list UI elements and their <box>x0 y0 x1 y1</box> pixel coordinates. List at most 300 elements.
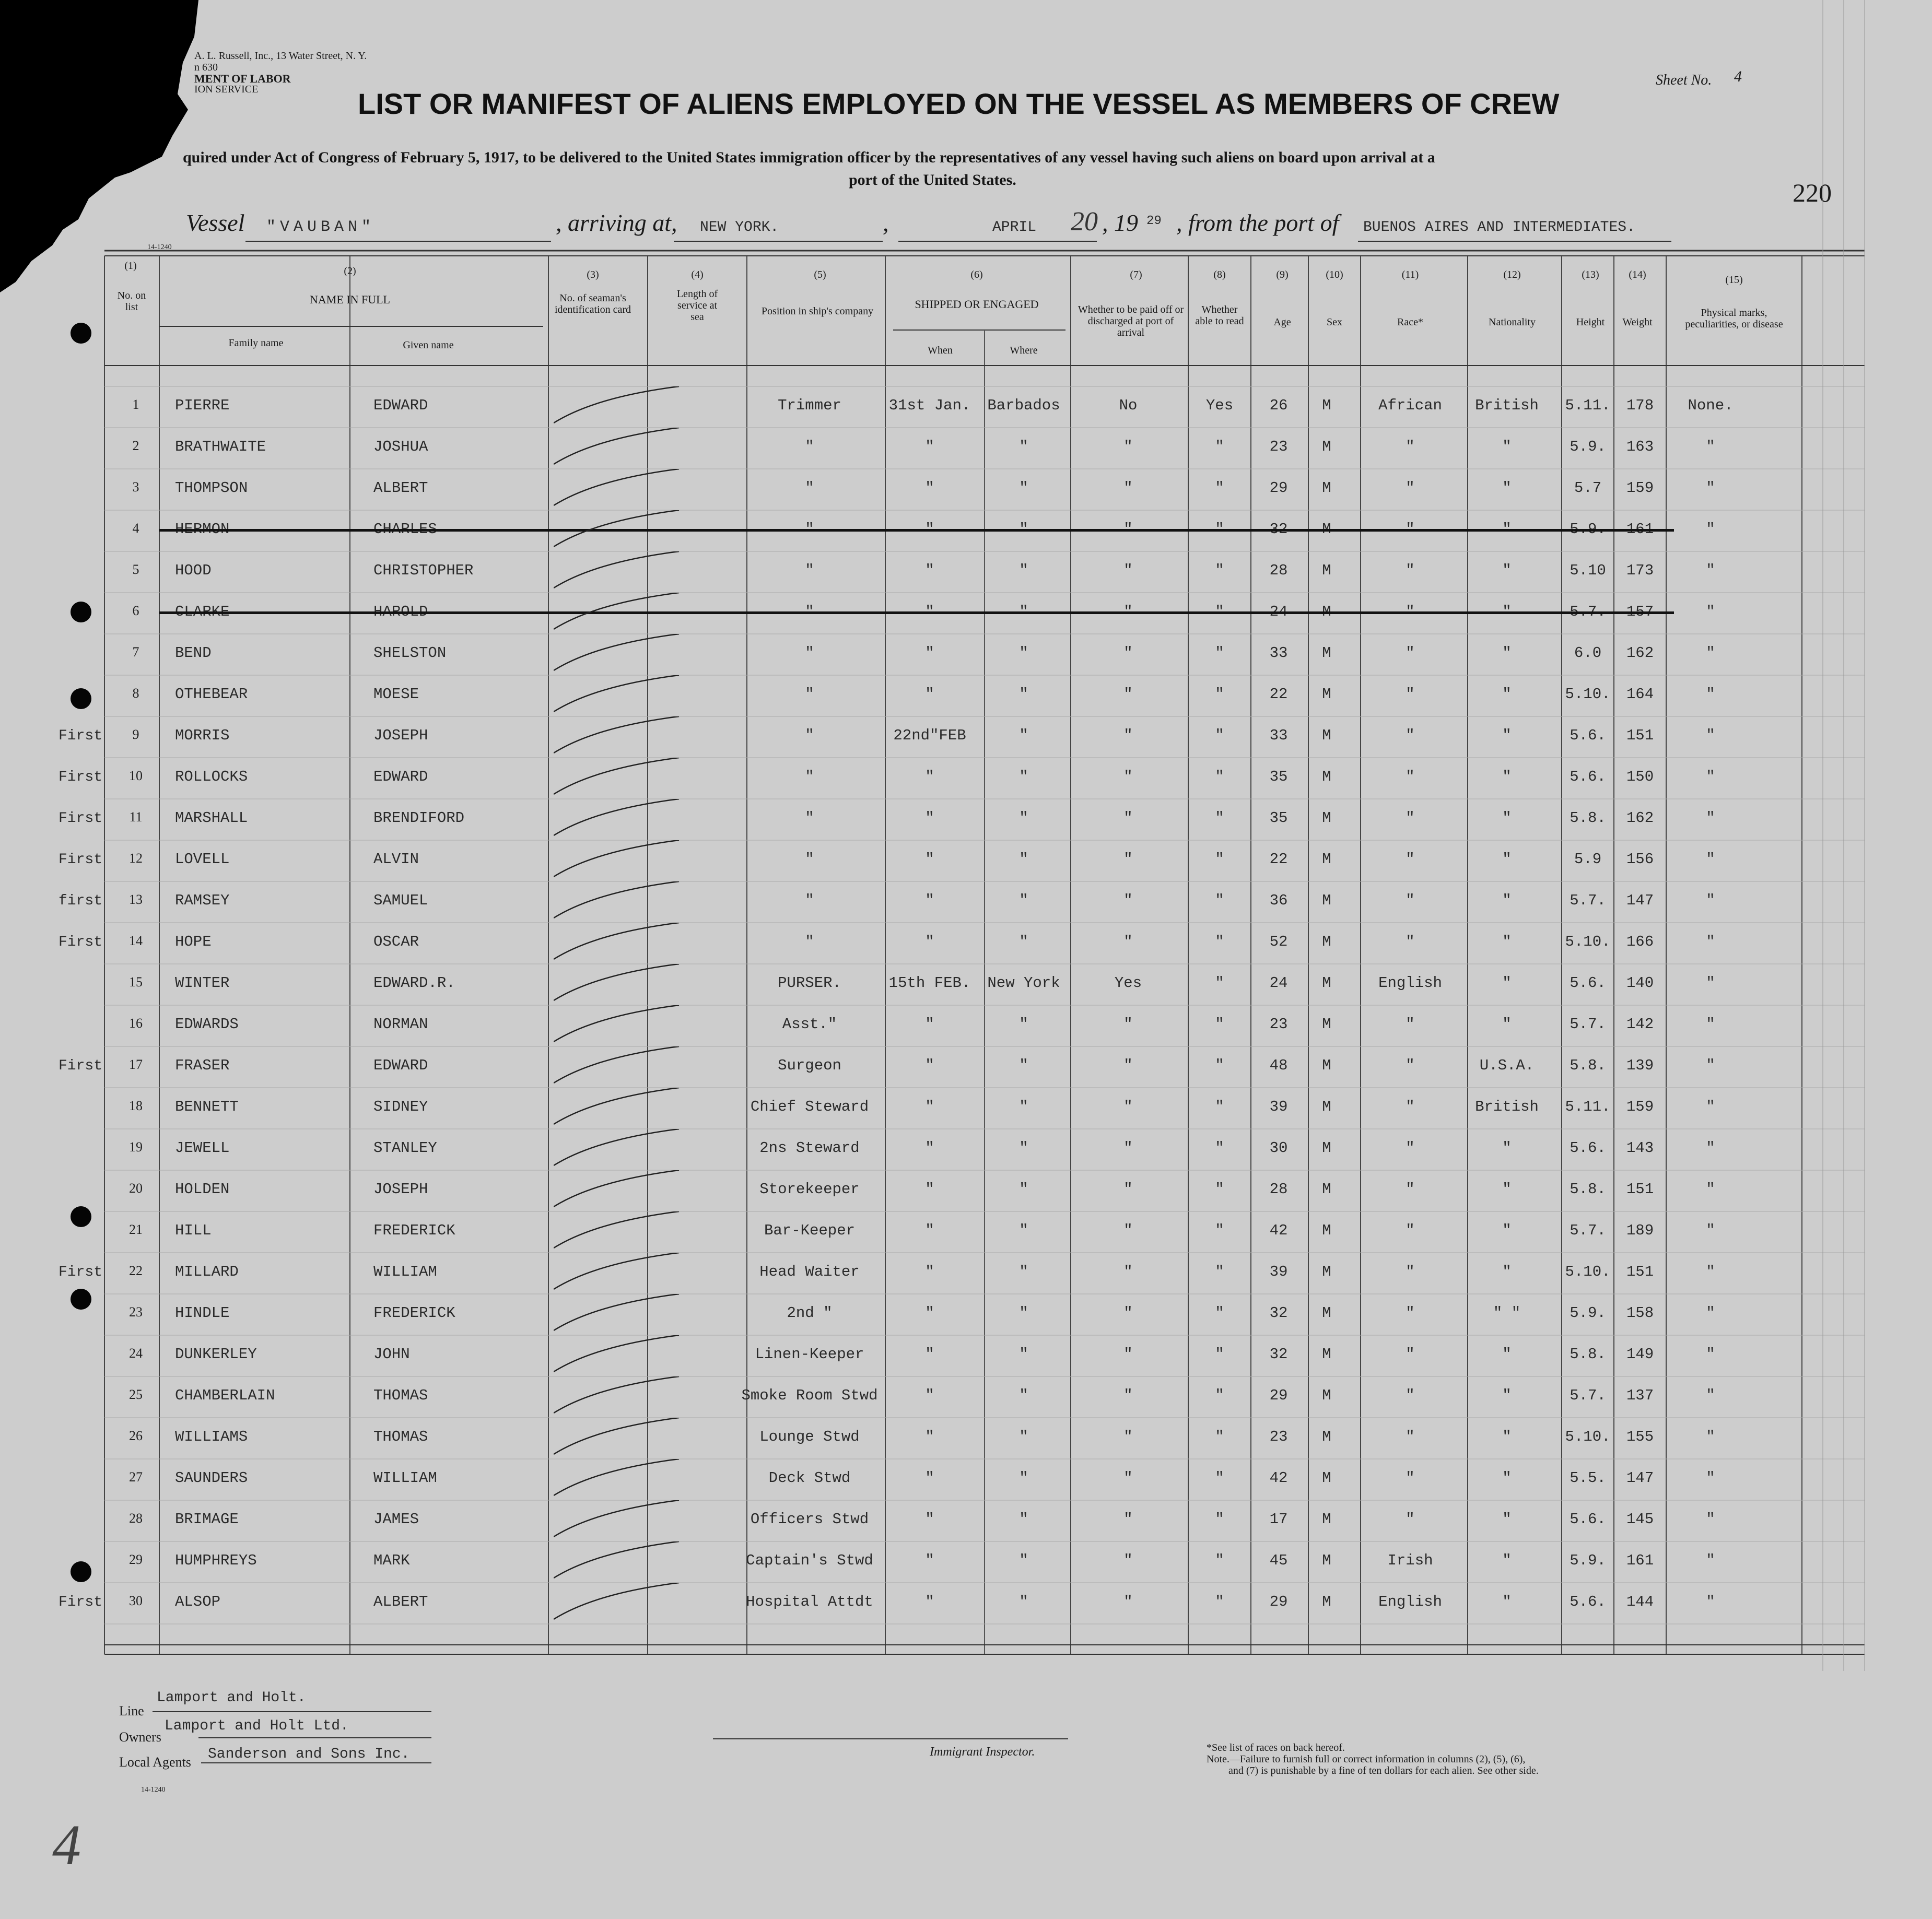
sex: M <box>1322 1304 1331 1322</box>
given-name: ALBERT <box>373 1593 428 1610</box>
row-number: 7 <box>132 644 139 660</box>
check-stroke <box>554 1253 689 1294</box>
shipped-where: " <box>1019 851 1028 868</box>
shipped-where: " <box>1019 1222 1028 1239</box>
year-prefix: , 19 <box>1102 209 1138 236</box>
height: 5.6. <box>1570 974 1606 992</box>
physical-marks: " <box>1706 1552 1715 1569</box>
given-name: EDWARD <box>373 1057 428 1074</box>
physical-marks: " <box>1706 933 1715 950</box>
nationality: " <box>1502 768 1512 785</box>
physical-marks: " <box>1706 1098 1715 1115</box>
col-12-header: Nationality <box>1489 316 1536 328</box>
height: 5.10. <box>1565 933 1611 950</box>
age: 42 <box>1269 1222 1288 1239</box>
col-15-header: Physical marks, peculiarities, or disease <box>1685 307 1783 330</box>
shipped-when: " <box>925 1139 934 1157</box>
weight: 159 <box>1626 1098 1654 1115</box>
form-number: n 630 <box>194 62 218 73</box>
family-name: OTHEBEAR <box>175 686 248 703</box>
race: " <box>1406 727 1415 744</box>
weight: 164 <box>1626 686 1654 703</box>
family-name: MORRIS <box>175 727 230 744</box>
footer-lines <box>0 1671 1932 1802</box>
weight: 142 <box>1626 1016 1654 1033</box>
line-value: Lamport and Holt. <box>157 1690 306 1706</box>
family-name: HOLDEN <box>175 1181 230 1198</box>
row-number: 30 <box>129 1593 143 1608</box>
shipped-where: " <box>1019 1016 1028 1033</box>
row-number: 6 <box>132 603 139 618</box>
able-to-read: " <box>1215 974 1224 992</box>
race: " <box>1406 1304 1415 1322</box>
col-14-header: Weight <box>1622 316 1653 328</box>
able-to-read: " <box>1215 1346 1224 1363</box>
paid-off: " <box>1123 1139 1133 1157</box>
shipped-when: " <box>925 1346 934 1363</box>
shipped-when: " <box>925 1428 934 1445</box>
height: 5.10. <box>1565 686 1611 703</box>
position: Bar-Keeper <box>764 1222 856 1239</box>
binder-hole <box>71 1561 91 1582</box>
paid-off: " <box>1123 1098 1133 1115</box>
race: " <box>1406 1016 1415 1033</box>
check-stroke <box>554 799 689 841</box>
weight: 162 <box>1626 644 1654 662</box>
given-name: JOHN <box>373 1346 410 1363</box>
physical-marks: " <box>1706 603 1715 620</box>
check-stroke <box>554 510 689 552</box>
nationality: " <box>1502 438 1512 455</box>
row-number: 29 <box>129 1552 143 1567</box>
col-5-number: (5) <box>814 269 826 280</box>
row-number: 8 <box>132 686 139 701</box>
nationality: " <box>1502 1593 1512 1610</box>
col-13-header: Height <box>1576 316 1605 328</box>
family-name: BEND <box>175 644 212 662</box>
col-6-header: SHIPPED OR ENGAGED <box>915 298 1039 311</box>
subtitle-line-1: quired under Act of Congress of February 5, 1917, to be delivered to the United States immigration officer by the representatives of any vessel having such aliens on board upon arrival at a <box>183 149 1435 166</box>
shipped-when: 31st Jan. <box>888 397 971 414</box>
height: 5.8. <box>1570 809 1606 827</box>
inspector-label: Immigrant Inspector. <box>930 1745 1035 1759</box>
family-name: ALSOP <box>175 1593 221 1610</box>
col-12-number: (12) <box>1503 269 1521 280</box>
shipped-where: " <box>1019 1181 1028 1198</box>
family-name: FRASER <box>175 1057 230 1074</box>
shipped-when: " <box>925 1387 934 1404</box>
position: Deck Stwd <box>768 1469 851 1487</box>
age: 36 <box>1269 892 1288 909</box>
family-name: LOVELL <box>175 851 230 868</box>
nationality: " <box>1502 1469 1512 1487</box>
able-to-read: " <box>1215 1552 1224 1569</box>
printer-line: A. L. Russell, Inc., 13 Water Street, N. Y. <box>194 50 367 62</box>
row-number: 20 <box>129 1181 143 1196</box>
shipped-when: " <box>925 851 934 868</box>
position: Chief Steward <box>750 1098 869 1115</box>
nationality: " <box>1502 562 1512 579</box>
check-stroke <box>554 1583 689 1624</box>
given-name: EDWARD <box>373 397 428 414</box>
shipped-when: " <box>925 1511 934 1528</box>
family-name: BRIMAGE <box>175 1511 239 1528</box>
family-name: EDWARDS <box>175 1016 239 1033</box>
nationality: " <box>1502 933 1512 950</box>
weight: 151 <box>1626 727 1654 744</box>
col-2-number: (2) <box>344 265 356 277</box>
position: " <box>805 686 814 703</box>
sex: M <box>1322 1346 1331 1363</box>
family-name: PIERRE <box>175 397 230 414</box>
row-number: 17 <box>129 1057 143 1072</box>
weight: 189 <box>1626 1222 1654 1239</box>
height: 5.7. <box>1570 1387 1606 1404</box>
physical-marks: " <box>1706 1593 1715 1610</box>
weight: 151 <box>1626 1181 1654 1198</box>
paid-off: " <box>1123 1016 1133 1033</box>
shipped-where: " <box>1019 562 1028 579</box>
position: Asst." <box>782 1016 837 1033</box>
col-13-number: (13) <box>1582 269 1599 280</box>
row-number: 9 <box>132 727 139 742</box>
sex: M <box>1322 1552 1331 1569</box>
age: 35 <box>1269 768 1288 785</box>
height: 5.8. <box>1570 1346 1606 1363</box>
check-stroke <box>554 1294 689 1336</box>
paid-off: " <box>1123 1428 1133 1445</box>
given-name: WILLIAM <box>373 1263 437 1280</box>
col-2a-header: Family name <box>228 337 284 349</box>
given-name: JOSHUA <box>373 438 428 455</box>
given-name: NORMAN <box>373 1016 428 1033</box>
sex: M <box>1322 1016 1331 1033</box>
row-number: 11 <box>129 809 143 825</box>
check-stroke <box>554 1376 689 1418</box>
family-name: HOPE <box>175 933 212 950</box>
shipped-where: " <box>1019 809 1028 827</box>
given-name: FREDERICK <box>373 1222 455 1239</box>
age: 39 <box>1269 1263 1288 1280</box>
age: 33 <box>1269 727 1288 744</box>
binder-hole <box>71 1289 91 1310</box>
physical-marks: " <box>1706 438 1715 455</box>
shipped-where: " <box>1019 1469 1028 1487</box>
paid-off: Yes <box>1114 974 1142 992</box>
age: 32 <box>1269 1346 1288 1363</box>
weight: 158 <box>1626 1304 1654 1322</box>
shipped-when: " <box>925 1263 934 1280</box>
sex: M <box>1322 1263 1331 1280</box>
height: 5.6. <box>1570 1511 1606 1528</box>
race: " <box>1406 686 1415 703</box>
shipped-where: " <box>1019 1098 1028 1115</box>
sheet-number: 4 <box>1734 68 1742 85</box>
shipped-when: " <box>925 1469 934 1487</box>
age: 33 <box>1269 644 1288 662</box>
race: " <box>1406 1222 1415 1239</box>
nationality: " <box>1502 1387 1512 1404</box>
age: 39 <box>1269 1098 1288 1115</box>
weight: 159 <box>1626 479 1654 497</box>
row-number: 2 <box>132 438 139 453</box>
col-10-number: (10) <box>1326 269 1343 280</box>
position: " <box>805 479 814 497</box>
age: 28 <box>1269 1181 1288 1198</box>
race: " <box>1406 1346 1415 1363</box>
physical-marks: " <box>1706 521 1715 538</box>
position: Hospital Attdt <box>746 1593 873 1610</box>
shipped-when: 15th FEB. <box>888 974 971 992</box>
physical-marks: " <box>1706 686 1715 703</box>
paid-off: " <box>1123 686 1133 703</box>
weight: 144 <box>1626 1593 1654 1610</box>
race: " <box>1406 1057 1415 1074</box>
age: 52 <box>1269 933 1288 950</box>
position: " <box>805 933 814 950</box>
shipped-when: " <box>925 1222 934 1239</box>
able-to-read: " <box>1215 851 1224 868</box>
row-number: 23 <box>129 1304 143 1320</box>
able-to-read: " <box>1215 1139 1224 1157</box>
able-to-read: " <box>1215 1098 1224 1115</box>
position: Trimmer <box>778 397 841 414</box>
check-stroke <box>554 1459 689 1501</box>
check-stroke <box>554 1335 689 1377</box>
given-name: THOMAS <box>373 1387 428 1404</box>
check-stroke <box>554 1541 689 1583</box>
sex: M <box>1322 1511 1331 1528</box>
sex: M <box>1322 562 1331 579</box>
col-7-number: (7) <box>1130 269 1142 280</box>
physical-marks: None. <box>1688 397 1734 414</box>
check-stroke <box>554 1170 689 1212</box>
physical-marks: " <box>1706 1181 1715 1198</box>
weight: 149 <box>1626 1346 1654 1363</box>
margin-annotation: First <box>58 1058 103 1074</box>
check-stroke <box>554 964 689 1006</box>
nationality: " <box>1502 974 1512 992</box>
row-number: 4 <box>132 521 139 536</box>
sex: M <box>1322 1469 1331 1487</box>
row-number: 12 <box>129 851 143 866</box>
shipped-when: " <box>925 768 934 785</box>
race: " <box>1406 562 1415 579</box>
page-number: 220 <box>1793 178 1832 207</box>
position: " <box>805 768 814 785</box>
check-stroke <box>554 428 689 469</box>
sex: M <box>1322 1139 1331 1157</box>
position: Smoke Room Stwd <box>741 1387 878 1404</box>
position: Storekeeper <box>759 1181 860 1198</box>
paid-off: " <box>1123 851 1133 868</box>
department: MENT OF LABOR <box>194 72 291 85</box>
col-3-number: (3) <box>587 269 599 280</box>
check-stroke <box>554 551 689 593</box>
shipped-when: 22nd"FEB <box>893 727 966 744</box>
race: " <box>1406 851 1415 868</box>
position: " <box>805 727 814 744</box>
sex: M <box>1322 851 1331 868</box>
row-number: 24 <box>129 1346 143 1361</box>
shipped-where: " <box>1019 686 1028 703</box>
race: " <box>1406 892 1415 909</box>
nationality: " <box>1502 686 1512 703</box>
sex: M <box>1322 1057 1331 1074</box>
given-name: SHELSTON <box>373 644 447 662</box>
family-name: BENNETT <box>175 1098 239 1115</box>
position: " <box>805 892 814 909</box>
check-stroke <box>554 1418 689 1459</box>
able-to-read: " <box>1215 1263 1224 1280</box>
arrival-day: 20 <box>1071 207 1098 237</box>
page-title: LIST OR MANIFEST OF ALIENS EMPLOYED ON THE VESSEL AS MEMBERS OF CREW <box>358 87 1560 120</box>
margin-annotation: First <box>58 728 103 744</box>
paid-off: " <box>1123 809 1133 827</box>
weight: 147 <box>1626 1469 1654 1487</box>
paid-off: " <box>1123 1593 1133 1610</box>
position: " <box>805 809 814 827</box>
able-to-read: " <box>1215 644 1224 662</box>
position: Linen-Keeper <box>755 1346 864 1363</box>
paid-off: No <box>1119 397 1138 414</box>
age: 24 <box>1269 974 1288 992</box>
margin-annotation: First <box>58 934 103 950</box>
height: 5.7 <box>1574 479 1602 497</box>
paid-off: " <box>1123 644 1133 662</box>
shipped-where: New York <box>987 974 1060 992</box>
paid-off: " <box>1123 1469 1133 1487</box>
races-note: *See list of races on back hereof. <box>1207 1742 1345 1753</box>
able-to-read: " <box>1215 892 1224 909</box>
given-name: MARK <box>373 1552 410 1569</box>
age: 30 <box>1269 1139 1288 1157</box>
shipped-where: " <box>1019 727 1028 744</box>
col-1-number: (1) <box>124 260 137 272</box>
margin-annotation: first <box>58 893 103 909</box>
nationality: " <box>1502 1139 1512 1157</box>
height: 5.6. <box>1570 768 1606 785</box>
col-4-number: (4) <box>691 269 704 280</box>
race: " <box>1406 1428 1415 1445</box>
shipped-where: " <box>1019 1511 1028 1528</box>
family-name: WINTER <box>175 974 230 992</box>
row-number: 22 <box>129 1263 143 1278</box>
col-2-header: NAME IN FULL <box>310 293 390 306</box>
race: English <box>1378 974 1442 992</box>
owners-label: Owners <box>119 1729 161 1745</box>
position: 2nd " <box>787 1304 833 1322</box>
shipped-where: " <box>1019 1304 1028 1322</box>
shipped-where: " <box>1019 1139 1028 1157</box>
age: 23 <box>1269 1016 1288 1033</box>
family-name: JEWELL <box>175 1139 230 1157</box>
given-name: SIDNEY <box>373 1098 428 1115</box>
check-stroke <box>554 675 689 717</box>
row-number: 28 <box>129 1511 143 1526</box>
vessel-name: "VAUBAN" <box>266 218 376 236</box>
row-number: 27 <box>129 1469 143 1485</box>
col-6-number: (6) <box>970 269 983 280</box>
shipped-where: " <box>1019 1346 1028 1363</box>
margin-annotation: First <box>58 1594 103 1610</box>
check-stroke <box>554 923 689 964</box>
nationality: U.S.A. <box>1479 1057 1535 1074</box>
able-to-read: " <box>1215 438 1224 455</box>
shipped-when: " <box>925 809 934 827</box>
weight: 166 <box>1626 933 1654 950</box>
family-name: HILL <box>175 1222 212 1239</box>
position: " <box>805 644 814 662</box>
shipped-when: " <box>925 1593 934 1610</box>
row-number: 26 <box>129 1428 143 1443</box>
able-to-read: " <box>1215 727 1224 744</box>
sex: M <box>1322 1593 1331 1610</box>
able-to-read: " <box>1215 1593 1224 1610</box>
height: 5.5. <box>1570 1469 1606 1487</box>
failure-note-2: and (7) is punishable by a fine of ten dollars for each alien. See other side. <box>1228 1765 1539 1776</box>
row-number: 25 <box>129 1387 143 1402</box>
shipped-where: " <box>1019 438 1028 455</box>
shipped-when: " <box>925 1016 934 1033</box>
physical-marks: " <box>1706 892 1715 909</box>
col-3-header: No. of seaman's identification card <box>554 292 631 315</box>
shipped-when: " <box>925 1098 934 1115</box>
family-name: RAMSEY <box>175 892 230 909</box>
from-label: , from the port of <box>1176 209 1339 236</box>
year-suffix: 29 <box>1146 214 1162 228</box>
nationality: " <box>1502 1263 1512 1280</box>
physical-marks: " <box>1706 1057 1715 1074</box>
line-label: Line <box>119 1703 144 1718</box>
family-name: ROLLOCKS <box>175 768 248 785</box>
weight: 161 <box>1626 1552 1654 1569</box>
physical-marks: " <box>1706 1469 1715 1487</box>
margin-annotation: First <box>58 1264 103 1280</box>
height: 5.10. <box>1565 1428 1611 1445</box>
given-name: MOESE <box>373 686 419 703</box>
given-name: JAMES <box>373 1511 419 1528</box>
paid-off: " <box>1123 479 1133 497</box>
paid-off: " <box>1123 1387 1133 1404</box>
position: Officers Stwd <box>750 1511 869 1528</box>
check-stroke <box>554 840 689 882</box>
col-8-header: Whether able to read <box>1195 304 1244 327</box>
row-number: 18 <box>129 1098 143 1113</box>
family-name: HUMPHREYS <box>175 1552 257 1569</box>
able-to-read: " <box>1215 1222 1224 1239</box>
paid-off: " <box>1123 438 1133 455</box>
height: 5.7. <box>1570 892 1606 909</box>
given-name: BRENDIFORD <box>373 809 465 827</box>
height: 5.9. <box>1570 1304 1606 1322</box>
shipped-where: " <box>1019 1387 1028 1404</box>
race: " <box>1406 809 1415 827</box>
col-15-number: (15) <box>1725 274 1743 286</box>
paid-off: " <box>1123 933 1133 950</box>
given-name: CHRISTOPHER <box>373 562 474 579</box>
given-name: WILLIAM <box>373 1469 437 1487</box>
weight: 173 <box>1626 562 1654 579</box>
check-stroke <box>554 469 689 511</box>
weight: 145 <box>1626 1511 1654 1528</box>
sex: M <box>1322 686 1331 703</box>
nationality: British <box>1475 397 1539 414</box>
age: 45 <box>1269 1552 1288 1569</box>
able-to-read: " <box>1215 768 1224 785</box>
row-number: 1 <box>132 397 139 412</box>
physical-marks: " <box>1706 1428 1715 1445</box>
